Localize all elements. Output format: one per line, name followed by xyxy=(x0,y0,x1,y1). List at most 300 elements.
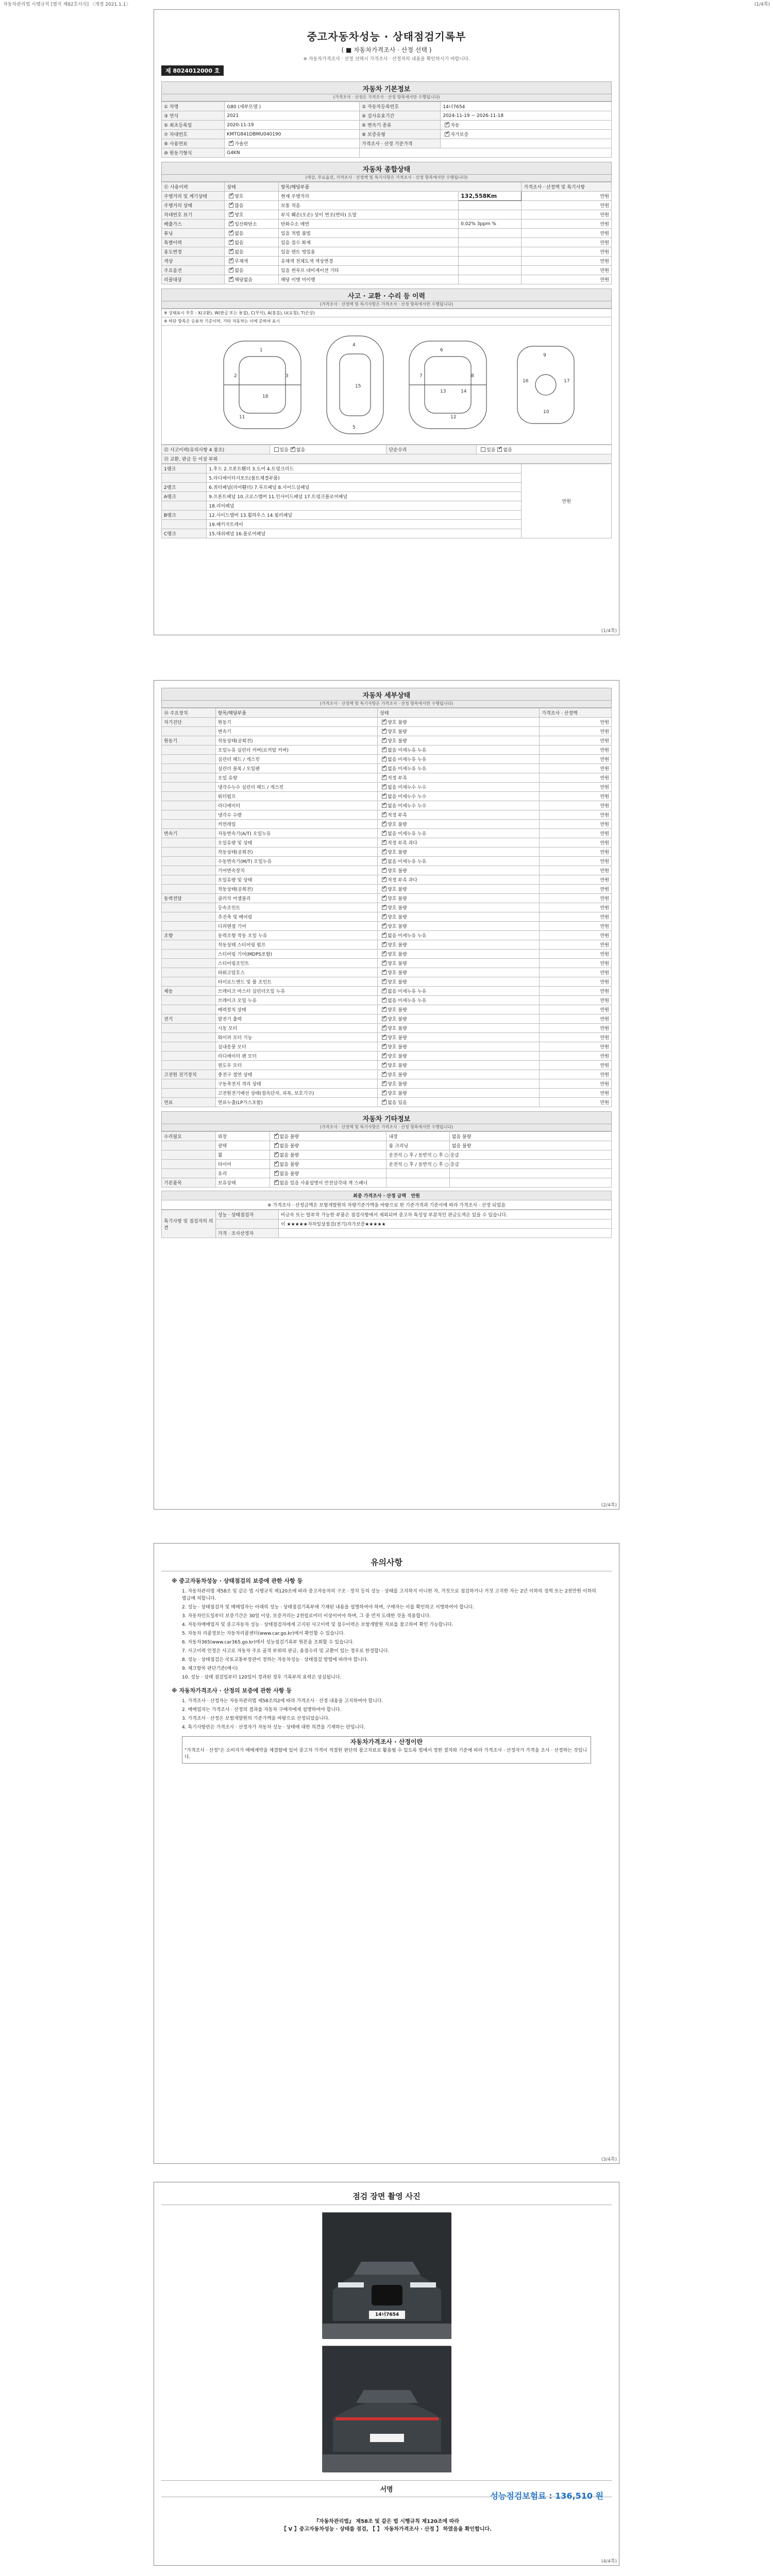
detail-state-text: 양호 불량 xyxy=(388,1036,407,1041)
checkbox-icon xyxy=(229,222,233,226)
detail-item: 실린더 헤드 / 개스킷 xyxy=(215,755,377,764)
etc-item-a: 광택 xyxy=(215,1141,270,1150)
detail-row xyxy=(162,783,612,792)
detail-fee: 만원 xyxy=(540,1070,612,1079)
detail-state-text: 없음 미세누유 누유 xyxy=(388,934,427,939)
confirmation-line-1: 『자동차관리법』 제58조 및 같은 법 시행규칙 제120조에 따라 xyxy=(313,2519,460,2524)
summary-state-text: 없음 xyxy=(234,268,244,274)
detail-group xyxy=(162,810,216,820)
summary-value xyxy=(459,266,522,275)
caution-list-2 xyxy=(161,1698,612,1731)
summary-row xyxy=(162,275,612,284)
parts-rank xyxy=(162,501,207,511)
detail-item: 동력조향 작동 오일 누유 xyxy=(215,931,377,940)
detail-item: 작동상태(공회전) xyxy=(215,848,377,857)
detail-state xyxy=(378,764,540,773)
detail-fee: 만원 xyxy=(540,1098,612,1107)
detail-group xyxy=(162,1061,216,1070)
detail-fee: 만원 xyxy=(540,727,612,736)
detail-fee: 만원 xyxy=(540,1079,612,1089)
caution-item: 9. 체크항목 판단기준(예시) xyxy=(182,1666,238,1671)
detail-state-text: 양호 불량 xyxy=(388,887,407,892)
caution-item: 3. 자동차인도일부터 보증기간은 30일 이상, 보증거리는 2천킬로미터 이상이어야 하며, 그 중 먼저 도래한 것을 적용합니다. xyxy=(182,1614,431,1619)
checkbox-icon xyxy=(382,785,386,789)
detail-state xyxy=(378,866,540,875)
detail-fee: 만원 xyxy=(540,736,612,745)
warranty-value: 자가보증 xyxy=(450,132,469,138)
detail-fee: 만원 xyxy=(540,857,612,866)
etc-group: 수리필요 xyxy=(162,1132,216,1141)
summary-table xyxy=(161,182,612,284)
etc-state-b xyxy=(449,1178,611,1188)
summary-note: (색상, 주요옵션, 가격조사 · 산정액 및 특기사항은 가격조사 · 산정 항목에서만 수행됩니다) xyxy=(161,175,612,182)
special-key xyxy=(215,1219,278,1229)
detail-item: 스티어링조인트 xyxy=(215,959,377,968)
detail-state xyxy=(378,977,540,987)
detail-state-text: 양호 불량 xyxy=(388,1026,407,1031)
etc-note: (가격조사 · 산정액 및 특기사항은 가격조사 · 산정 항목에서만 수행됩니다) xyxy=(161,1124,612,1131)
etc-state-b xyxy=(449,1150,611,1160)
detail-state xyxy=(378,829,540,838)
checkbox-icon xyxy=(382,850,386,854)
special-label: 특기사항 및 점검자의 의견 xyxy=(162,1210,216,1238)
detail-fee: 만원 xyxy=(540,1089,612,1098)
detail-fee: 만원 xyxy=(540,838,612,848)
caution-item: 5. 자동차 리콜정보는 자동차리콜센터(www.car.go.kr)에서 확인할 수 있습니다. xyxy=(182,1631,345,1636)
checkbox-icon xyxy=(382,877,386,882)
parts-rank: 2랭크 xyxy=(162,483,207,492)
checkbox-icon xyxy=(481,447,485,452)
detail-state xyxy=(378,903,540,912)
detail-fee: 만원 xyxy=(540,885,612,894)
checkbox-icon xyxy=(382,914,386,919)
checkbox-icon xyxy=(382,998,386,1003)
detail-item: 파워고압호스 xyxy=(215,968,377,977)
checkbox-icon xyxy=(382,831,386,836)
detail-state xyxy=(378,940,540,950)
detail-state xyxy=(378,848,540,857)
detail-row xyxy=(162,801,612,810)
checkbox-icon xyxy=(382,970,386,975)
detail-group xyxy=(162,1052,216,1061)
detail-group: 제동 xyxy=(162,987,216,996)
detail-group xyxy=(162,773,216,783)
svg-text:15: 15 xyxy=(355,384,361,389)
label: ⑨ 사용연료 xyxy=(162,139,225,148)
valuation-info-box xyxy=(182,1736,591,1764)
etc-item-b: 룸 크리닝 xyxy=(386,1141,449,1150)
page-number: (3/4쪽) xyxy=(601,2157,617,2162)
summary-state-text: 없음 xyxy=(234,250,244,255)
parts-row xyxy=(162,464,612,473)
document-note: ※ 자동차가격조사 · 산정 선택시 가격조사 · 산정자의 내용을 확인하시기 바랍니다. xyxy=(303,57,470,62)
caution-item: 2. 성능 · 상태점검자 및 매매업자는 아래의 성능 · 상태점검기록부에 기재된 내용을 설명하여야 하며, 구매자는 이를 확인하고 서명하여야 합니다. xyxy=(182,1605,475,1610)
summary-value xyxy=(459,257,522,266)
detail-state-text: 양호 불량 xyxy=(388,1063,407,1069)
accident-history-table xyxy=(161,445,612,464)
summary-detail: 유채색 전체도색 색상변경 xyxy=(278,257,458,266)
detail-item: 냉각수누수 실린더 헤드 / 개스킷 xyxy=(215,783,377,792)
svg-text:14: 14 xyxy=(461,389,467,394)
detail-state xyxy=(378,1061,540,1070)
summary-state-text: 없음 xyxy=(234,231,244,236)
detail-fee: 만원 xyxy=(540,875,612,885)
summary-detail: 보통 적음 xyxy=(278,201,458,210)
checkbox-icon xyxy=(229,141,233,146)
detail-item: 수동변속기(M/T) 오일누유 xyxy=(215,857,377,866)
checkbox-icon xyxy=(382,1063,386,1067)
detail-row xyxy=(162,1052,612,1061)
summary-item: 차대번호 표기 xyxy=(162,210,225,219)
parts-items: 18.리어패널 xyxy=(207,501,522,511)
summary-row xyxy=(162,219,612,229)
summary-fee: 만원 xyxy=(522,275,612,284)
checkbox-icon xyxy=(229,203,233,208)
detail-state-text: 없음 미세누유 누유 xyxy=(388,832,427,837)
checkbox-icon xyxy=(382,1007,386,1012)
valuation-info-text: "가격조사 · 산정"은 소비자가 매매계약을 체결함에 있어 중고차 가격이 적절한 판단의 참고자료로 활용될 수 있도록 법에서 정한 절차와 기준에 따라 가격조사 · 산정자가 가격을 조사 · 산정하는 것입니다. xyxy=(184,1748,587,1760)
summary-value xyxy=(459,275,522,284)
etc-row xyxy=(162,1160,612,1169)
detail-group xyxy=(162,885,216,894)
detail-fee: 만원 xyxy=(540,1052,612,1061)
engine-type: G4KN xyxy=(225,148,360,158)
detail-item: 변속기 xyxy=(215,727,377,736)
detail-fee: 만원 xyxy=(540,977,612,987)
detail-item: 발전기 출력 xyxy=(215,1014,377,1024)
accident-state: 없음 xyxy=(296,448,306,453)
detail-group xyxy=(162,959,216,968)
detail-group xyxy=(162,950,216,959)
car-rear-icon xyxy=(323,2346,451,2472)
label: ⑥ 변속기 종류 xyxy=(360,121,441,130)
detail-row xyxy=(162,1042,612,1052)
detail-item: 브레이크 오일 누유 xyxy=(215,996,377,1005)
special-key: 성능 · 상태점검자 xyxy=(215,1210,278,1219)
summary-value: 132,558Km xyxy=(459,192,522,201)
etc-group: 기본품목 xyxy=(162,1178,216,1188)
detail-item: 작동상태(공회전) xyxy=(215,736,377,745)
special-value: 비금속 또는 탈부착 가능한 부품은 점검사항에서 제외되며 중고차 특성상 부분적인 판금도색은 있을 수 있습니다. xyxy=(278,1210,611,1219)
etc-item-a: 보유상태 xyxy=(215,1178,270,1188)
detail-state-text: 양호 불량 xyxy=(388,822,407,827)
detail-row xyxy=(162,727,612,736)
summary-row xyxy=(162,238,612,247)
detail-heading: 자동차 세부상태 xyxy=(161,688,612,701)
detail-group xyxy=(162,727,216,736)
accident-label: ⑫ 사고이력(유의사항 4 참조) xyxy=(162,445,270,454)
etc-table xyxy=(161,1131,612,1188)
parts-rank: A랭크 xyxy=(162,492,207,501)
etc-state-a-text: 없음 불량 xyxy=(279,1144,299,1149)
car-rear-photo xyxy=(322,2346,451,2472)
caution-heading-1: ※ 중고자동차성능 · 상태점검의 보증에 관한 사항 등 xyxy=(172,1578,303,1584)
checkbox-icon xyxy=(382,748,386,752)
column-header: 상태 xyxy=(225,182,279,192)
label: ⑧ 보증유형 xyxy=(360,130,441,139)
svg-text:4: 4 xyxy=(352,343,356,348)
label: ① 차명 xyxy=(162,102,225,111)
etc-state-a xyxy=(270,1178,386,1188)
summary-state xyxy=(225,257,279,266)
detail-state-text: 없음 미세누유 누유 xyxy=(388,998,427,1004)
detail-fee: 만원 xyxy=(540,1005,612,1014)
detail-state xyxy=(378,1070,540,1079)
special-table xyxy=(161,1210,612,1238)
detail-fee: 만원 xyxy=(540,745,612,755)
special-row xyxy=(162,1210,612,1219)
signature-title: 서명 xyxy=(161,2480,612,2497)
summary-item: 색상 xyxy=(162,257,225,266)
detail-group: 원동기 xyxy=(162,736,216,745)
detail-row xyxy=(162,792,612,801)
confirmation-line-2: 【 V 】중고자동차성능 · 상태를 점검, 【 】 자동차가격조사 · 산정 】 하였음을 확인합니다. xyxy=(281,2527,492,2532)
caution-item: 10. 성능 · 상태 점검일부터 120일이 경과된 경우 기록부의 효력은 상실됩니다. xyxy=(182,1675,342,1680)
caution-item: 2. 매매업자는 가격조사 · 산정의 결과를 자동차 구매자에게 설명하여야 합니다. xyxy=(182,1707,342,1713)
detail-group xyxy=(162,1089,216,1098)
parts-table xyxy=(161,464,612,538)
caution-item: 8. 성능 · 상태점검은 국토교통부장관이 정하는 자동차성능 · 상태점검 방법에 따라야 합니다. xyxy=(182,1657,368,1663)
label: ④ 검사유효기간 xyxy=(360,111,441,121)
detail-state xyxy=(378,968,540,977)
transmission-value: 자동 xyxy=(450,123,460,128)
summary-value xyxy=(459,210,522,219)
summary-fee: 만원 xyxy=(522,219,612,229)
detail-row xyxy=(162,1061,612,1070)
model-year: 2021 xyxy=(225,111,360,121)
detail-item: 작동상태(공회전) xyxy=(215,885,377,894)
etc-row xyxy=(162,1132,612,1141)
checkbox-icon xyxy=(382,738,386,743)
checkbox-icon xyxy=(382,896,386,901)
summary-fee: 만원 xyxy=(522,266,612,275)
checkbox-icon xyxy=(382,933,386,938)
summary-row xyxy=(162,201,612,210)
caution-item: 7. 사고이력 인정은 사고로 자동차 주요 골격 부위의 판금, 용접수리 및 교환이 있는 경우로 한정합니다. xyxy=(182,1649,390,1654)
etc-state-a xyxy=(270,1132,386,1141)
detail-state-text: 양호 불량 xyxy=(388,980,407,985)
detail-group xyxy=(162,1033,216,1042)
page-1 xyxy=(154,9,619,635)
detail-row xyxy=(162,1005,612,1014)
detail-group xyxy=(162,903,216,912)
detail-state xyxy=(378,810,540,820)
summary-state-text: 해당없음 xyxy=(234,278,253,283)
parts-rank: 1랭크 xyxy=(162,464,207,473)
summary-state-text: 없음 xyxy=(234,241,244,246)
detail-state-text: 양호 불량 xyxy=(388,952,407,957)
detail-state-text: 양호 불량 xyxy=(388,1008,407,1013)
detail-fee: 만원 xyxy=(540,718,612,727)
checkbox-icon xyxy=(274,1134,279,1139)
detail-item: 브레이크 마스터 실린더오일 누유 xyxy=(215,987,377,996)
detail-fee: 만원 xyxy=(540,773,612,783)
detail-state xyxy=(378,1024,540,1033)
detail-state xyxy=(378,820,540,829)
etc-state-a xyxy=(270,1141,386,1150)
detail-state-text: 양호 불량 xyxy=(388,1045,407,1050)
etc-state-b: 없음 불량 xyxy=(449,1141,611,1150)
checkbox-icon xyxy=(445,123,449,127)
etc-item-b: 내장 xyxy=(386,1132,449,1141)
detail-item: 스티어링 기어(MDPS포함) xyxy=(215,950,377,959)
detail-group xyxy=(162,1005,216,1014)
detail-state xyxy=(378,1042,540,1052)
parts-rank: C랭크 xyxy=(162,529,207,538)
detail-item: 디퍼렌셜 기어 xyxy=(215,922,377,931)
checkbox-icon xyxy=(274,1171,279,1176)
svg-text:17: 17 xyxy=(564,379,570,384)
summary-state xyxy=(225,247,279,257)
detail-group xyxy=(162,801,216,810)
detail-state-text: 양호 불량 xyxy=(388,1091,407,1096)
label: ③ 연식 xyxy=(162,111,225,121)
summary-detail: 해당 이행 미이행 xyxy=(278,275,458,284)
insurance-fee: 성능점검보험료 : 136,510 원 xyxy=(490,2491,603,2501)
detail-fee: 만원 xyxy=(540,1024,612,1033)
page-2 xyxy=(154,680,619,1510)
column-header: ⑭ 주요장치 xyxy=(162,708,216,718)
detail-state-text: 양호 불량 xyxy=(388,850,407,855)
detail-group: 전기 xyxy=(162,1014,216,1024)
svg-text:2: 2 xyxy=(234,374,237,379)
detail-state xyxy=(378,1079,540,1089)
checkbox-icon xyxy=(382,1026,386,1030)
detail-item: 윈도우 모터 xyxy=(215,1061,377,1070)
detail-state-text: 양호 불량 xyxy=(388,961,407,967)
etc-group xyxy=(162,1141,216,1150)
checkbox-icon xyxy=(382,989,386,993)
checkbox-icon xyxy=(382,1072,386,1077)
basic-info-note: (가격조사 · 산정은 가격조사 · 산정 항목에서만 수행됩니다) xyxy=(161,94,612,101)
parts-fee: 만원 xyxy=(522,464,612,538)
etc-state-b: 없음 불량 xyxy=(449,1132,611,1141)
checkbox-icon xyxy=(382,1100,386,1105)
etc-row xyxy=(162,1169,612,1178)
etc-state-a-text: 없음 불량 xyxy=(279,1172,299,1177)
detail-group: 고전원 전기장치 xyxy=(162,1070,216,1079)
checkbox-icon xyxy=(291,447,295,452)
detail-state-text: 없음 미세누유 누유 xyxy=(388,767,427,772)
detail-group xyxy=(162,1024,216,1033)
detail-fee: 만원 xyxy=(540,792,612,801)
checkbox-icon xyxy=(382,775,386,780)
detail-state xyxy=(378,987,540,996)
etc-state-a xyxy=(270,1160,386,1169)
detail-item: 오일누유 실린더 커버(로커암 커버) xyxy=(215,745,377,755)
detail-state-text: 적정 부족 xyxy=(388,776,407,781)
parts-items: 9.프론트패널 10.크로스멤버 11.인사이드패널 17.트렁크플로어패널 xyxy=(207,492,522,501)
caution-item: 1. 가격조사 · 산정자는 자동차관리법 제58조의2에 따라 가격조사 · 산정 내용을 고지하여야 합니다. xyxy=(182,1699,383,1704)
detail-group xyxy=(162,977,216,987)
detail-item: 작동상태 스티어링 펌프 xyxy=(215,940,377,950)
detail-state xyxy=(378,1005,540,1014)
summary-item: 특별이력 xyxy=(162,238,225,247)
svg-text:13: 13 xyxy=(440,389,446,394)
detail-state-text: 적정 부족 xyxy=(388,813,407,818)
checkbox-icon xyxy=(382,905,386,910)
checkbox-icon xyxy=(382,1054,386,1058)
checkbox-icon xyxy=(382,720,386,724)
etc-item-a: 유리 xyxy=(215,1169,270,1178)
checkbox-icon xyxy=(229,249,233,254)
summary-value xyxy=(459,229,522,238)
detail-item: 와이퍼 모터 기능 xyxy=(215,1033,377,1042)
detail-state-text: 없음 미세누유 누유 xyxy=(388,989,427,994)
summary-fee: 만원 xyxy=(522,247,612,257)
detail-row xyxy=(162,987,612,996)
detail-group xyxy=(162,755,216,764)
checkbox-icon xyxy=(274,447,279,452)
summary-state-text: 양호 xyxy=(234,213,244,218)
accident-heading: 사고 · 교환 · 수리 등 이력 xyxy=(161,289,612,301)
svg-text:12: 12 xyxy=(450,415,457,420)
detail-state-text: 적정 부족 과다 xyxy=(388,878,417,883)
parts-items: 19.패키지트레이 xyxy=(207,520,522,529)
detail-row xyxy=(162,885,612,894)
summary-state xyxy=(225,192,279,201)
photo-section-title: 점검 장면 촬영 사진 xyxy=(161,2191,612,2205)
summary-row xyxy=(162,266,612,275)
detail-state-text: 양호 불량 xyxy=(388,971,407,976)
summary-detail: 부식 훼손(오손) 상이 변조(변타) 도말 xyxy=(278,210,458,219)
empty-cell xyxy=(360,148,612,158)
summary-detail: 탄화수소 매연 xyxy=(278,219,458,229)
caution-item: 1. 자동차관리법 제58조 및 같은 법 시행규칙 제120조에 따라 중고자동차의 구조 · 장치 등의 성능 · 상태를 고지하지 아니한 자, 거짓으로 점검하거나 거짓 고지한 자는 2년 이하의 징역 또는 2천만원 이하의 벌금에 처합니다. xyxy=(182,1589,596,1601)
detail-state xyxy=(378,745,540,755)
checkbox-icon xyxy=(382,924,386,928)
label: ② 자동차등록번호 xyxy=(360,102,441,111)
etc-group xyxy=(162,1169,216,1178)
label: ⑦ 차대번호 xyxy=(162,130,225,139)
checkbox-icon xyxy=(382,840,386,845)
base-price xyxy=(441,139,612,148)
summary-row xyxy=(162,192,612,201)
detail-item: 오일 유량 xyxy=(215,773,377,783)
etc-row xyxy=(162,1141,612,1150)
etc-state-a-text: 없음 불량 xyxy=(279,1153,299,1158)
detail-group: 변속기 xyxy=(162,829,216,838)
detail-state xyxy=(378,912,540,922)
detail-state-text: 양호 불량 xyxy=(388,924,407,929)
fuel-type xyxy=(225,139,360,148)
detail-item: 고전원전기배선 상태(접속단자, 피복, 보호기구) xyxy=(215,1089,377,1098)
summary-state xyxy=(225,201,279,210)
detail-row xyxy=(162,968,612,977)
detail-item: 등속조인트 xyxy=(215,903,377,912)
parts-items: 5.라디에이터서포트(볼트체결부품) xyxy=(207,473,522,483)
summary-row xyxy=(162,210,612,219)
page-number: (4/4쪽) xyxy=(601,2559,617,2564)
detail-group: 연료 xyxy=(162,1098,216,1107)
accident-legend-2: ※ 하단 항목은 승용차 기준이며, 기타 자동차는 이에 준하여 표시 xyxy=(161,317,612,325)
etc-group xyxy=(162,1150,216,1160)
summary-item: 리콜대상 xyxy=(162,275,225,284)
detail-group xyxy=(162,996,216,1005)
detail-fee: 만원 xyxy=(540,829,612,838)
detail-state-text: 양호 불량 xyxy=(388,1082,407,1087)
detail-state xyxy=(378,1052,540,1061)
detail-fee: 만원 xyxy=(540,912,612,922)
detail-state xyxy=(378,773,540,783)
summary-item: 튜닝 xyxy=(162,229,225,238)
detail-fee: 만원 xyxy=(540,903,612,912)
checkbox-icon xyxy=(274,1180,279,1185)
final-heading xyxy=(162,1191,612,1200)
detail-item: 연료누출(LP가스포함) xyxy=(215,1098,377,1107)
caution-item: 6. 자동차365(www.car365.go.kr)에서 성능점검기록부 원본을 조회할 수 있습니다. xyxy=(182,1640,354,1645)
detail-row xyxy=(162,1098,612,1107)
